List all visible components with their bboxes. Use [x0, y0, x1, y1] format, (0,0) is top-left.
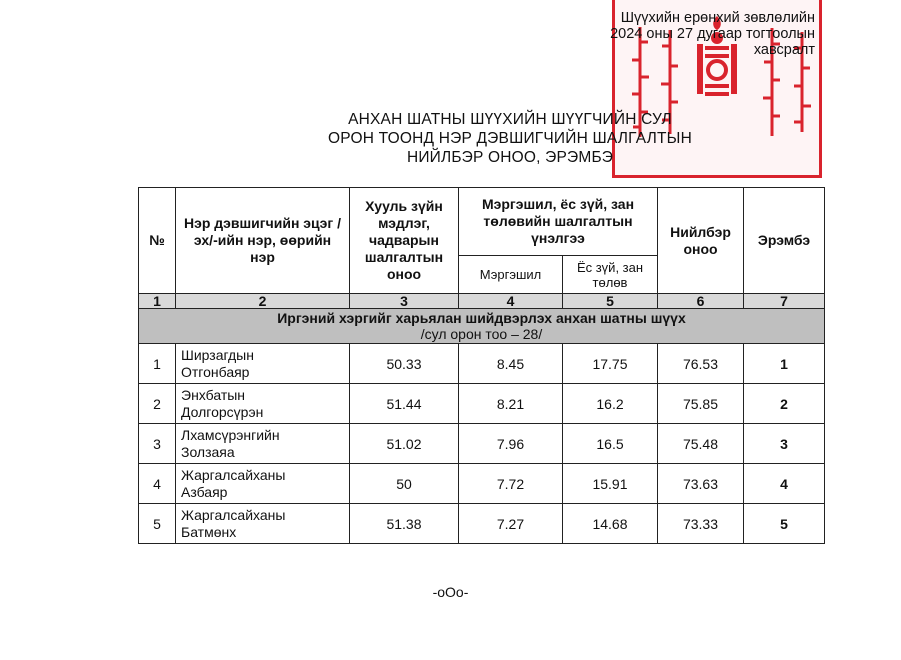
- candidate-given-name: Долгорсүрэн: [181, 403, 264, 420]
- cell-no: 2: [139, 384, 176, 424]
- cell-name: [176, 384, 350, 424]
- cell-rank: 5: [744, 504, 825, 544]
- category-title: Иргэний хэргийг харьялан шийдвэрлэх анхан шатны шүүх: [277, 310, 686, 326]
- cell-name: [176, 464, 350, 504]
- annex-note-line3: хавсралт: [753, 42, 815, 58]
- annex-note-line1: Шүүхийн ерөнхий зөвлөлийн: [620, 10, 815, 26]
- annex-note: [495, 10, 815, 58]
- document-title: [240, 110, 780, 167]
- cell-no: 4: [139, 464, 176, 504]
- annex-note-line2: 2024 оны 27 дугаар тогтоолын: [610, 26, 815, 42]
- candidate-patronymic: Энхбатын: [181, 386, 246, 403]
- cell-name: [176, 504, 350, 544]
- cell-ethics: 14.68: [563, 504, 658, 544]
- cell-skill: 7.96: [459, 424, 563, 464]
- candidate-patronymic: Жаргалсайханы: [181, 506, 286, 523]
- col-number: 2: [176, 294, 350, 309]
- candidate-given-name: Золзаяа: [181, 443, 235, 460]
- category-cell: [139, 309, 825, 344]
- cell-ethics: 16.2: [563, 384, 658, 424]
- table-row: [139, 344, 825, 384]
- cell-skill: 7.27: [459, 504, 563, 544]
- candidate-patronymic: Ширзагдын: [181, 346, 254, 363]
- col-number: 1: [139, 294, 176, 309]
- title-line1: АНХАН ШАТНЫ ШҮҮХИЙН ШҮҮГЧИЙН СУЛ: [348, 111, 672, 128]
- cell-name: [176, 424, 350, 464]
- cell-name: [176, 344, 350, 384]
- cell-rank: 3: [744, 424, 825, 464]
- cell-rank: 4: [744, 464, 825, 504]
- col-number: 6: [658, 294, 744, 309]
- category-row: [139, 309, 825, 344]
- cell-no: 3: [139, 424, 176, 464]
- cell-total: 75.85: [658, 384, 744, 424]
- candidate-patronymic: Лхамсүрэнгийн: [181, 426, 280, 443]
- title-line2: ОРОН ТООНД НЭР ДЭВШИГЧИЙН ШАЛГАЛТЫН: [328, 130, 692, 147]
- table-row: [139, 384, 825, 424]
- cell-total: 76.53: [658, 344, 744, 384]
- cell-law: 50: [350, 464, 459, 504]
- cell-skill: 7.72: [459, 464, 563, 504]
- results-table: [138, 187, 825, 544]
- title-line3: НИЙЛБЭР ОНОО, ЭРЭМБЭ: [406, 149, 614, 166]
- candidate-given-name: Батмөнх: [181, 523, 237, 540]
- candidate-given-name: Азбаяр: [181, 483, 228, 500]
- category-vacancies: /сул орон тоо – 28/: [420, 326, 543, 342]
- cell-ethics: 16.5: [563, 424, 658, 464]
- table-row: [139, 424, 825, 464]
- cell-total: 73.63: [658, 464, 744, 504]
- table-row: [139, 464, 825, 504]
- col-number: 5: [563, 294, 658, 309]
- cell-no: 1: [139, 344, 176, 384]
- col-header-eval-group: Мэргэшил, ёс зүй, зан төлөвийн шалгалтын үнэлгээ: [459, 188, 658, 256]
- col-number: 4: [459, 294, 563, 309]
- candidate-given-name: Отгонбаяр: [181, 363, 250, 380]
- col-header-law: Хууль зүйн мэдлэг, чадварын шалгалтын оноо: [350, 188, 459, 294]
- column-number-row: [139, 294, 825, 309]
- col-header-ethics: Ёс зүй, зан төлөв: [563, 256, 658, 294]
- col-header-total: Нийлбэр оноо: [658, 188, 744, 294]
- table-row: [139, 504, 825, 544]
- document-end-mark: -оОо-: [432, 584, 469, 600]
- cell-ethics: 15.91: [563, 464, 658, 504]
- candidate-patronymic: Жаргалсайханы: [181, 466, 286, 483]
- col-number: 7: [744, 294, 825, 309]
- cell-law: 50.33: [350, 344, 459, 384]
- cell-skill: 8.45: [459, 344, 563, 384]
- cell-total: 73.33: [658, 504, 744, 544]
- cell-law: 51.02: [350, 424, 459, 464]
- col-number: 3: [350, 294, 459, 309]
- cell-law: 51.44: [350, 384, 459, 424]
- cell-no: 5: [139, 504, 176, 544]
- cell-total: 75.48: [658, 424, 744, 464]
- cell-ethics: 17.75: [563, 344, 658, 384]
- col-header-skill: Мэргэшил: [459, 256, 563, 294]
- cell-skill: 8.21: [459, 384, 563, 424]
- cell-rank: 2: [744, 384, 825, 424]
- cell-law: 51.38: [350, 504, 459, 544]
- col-header-no: №: [139, 188, 176, 294]
- col-header-rank: Эрэмбэ: [744, 188, 825, 294]
- cell-rank: 1: [744, 344, 825, 384]
- col-header-name: Нэр дэвшигчийн эцэг /эх/-ийн нэр, өөрийн нэр: [176, 188, 350, 294]
